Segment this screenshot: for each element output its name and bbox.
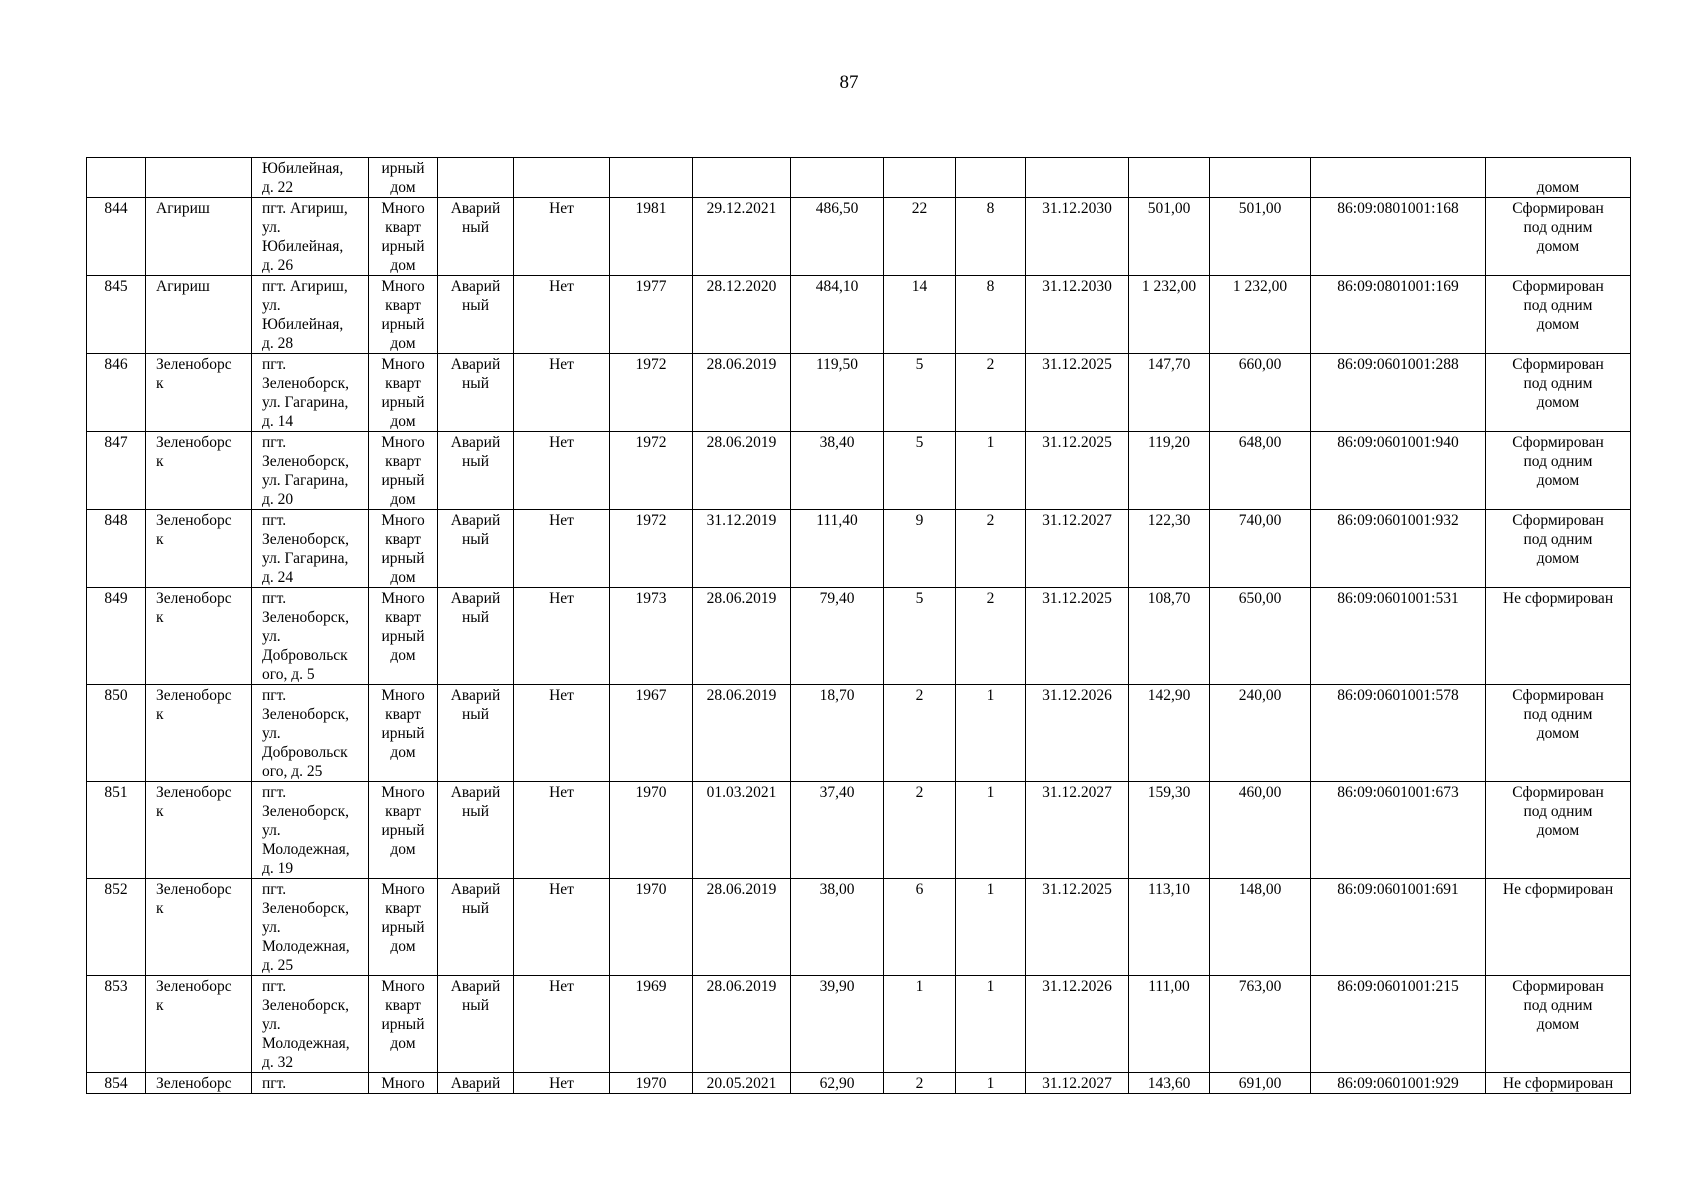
reconstruction-cell bbox=[514, 158, 610, 198]
area-b-cell: 740,00 bbox=[1210, 510, 1311, 588]
land-status-cell: Сформирован под одним домом bbox=[1486, 782, 1631, 879]
deadline-cell: 31.12.2027 bbox=[1026, 1073, 1129, 1094]
address-cell: пгт. Зеленоборск, ул. Гагарина, д. 20 bbox=[252, 432, 369, 510]
locality-cell: Зеленоборс к bbox=[146, 510, 252, 588]
residents-cell: 2 bbox=[884, 685, 956, 782]
house-type-cell: Много кварт ирный дом bbox=[369, 354, 438, 432]
area-cell: 38,40 bbox=[791, 432, 884, 510]
row-number: 845 bbox=[87, 276, 146, 354]
condition-cell: Аварий ный bbox=[438, 354, 514, 432]
locality-cell: Зеленоборс к bbox=[146, 354, 252, 432]
area-cell: 111,40 bbox=[791, 510, 884, 588]
table-row bbox=[87, 432, 1631, 510]
area-a-cell: 119,20 bbox=[1129, 432, 1210, 510]
area-a-cell: 113,10 bbox=[1129, 879, 1210, 976]
address-cell: Юбилейная, д. 22 bbox=[252, 158, 369, 198]
land-status-cell: Сформирован под одним домом bbox=[1486, 510, 1631, 588]
apartments-cell: 2 bbox=[956, 588, 1026, 685]
recognition-date-cell: 29.12.2021 bbox=[693, 198, 791, 276]
area-cell: 79,40 bbox=[791, 588, 884, 685]
land-status-cell: Не сформирован bbox=[1486, 879, 1631, 976]
deadline-cell bbox=[1026, 158, 1129, 198]
deadline-cell: 31.12.2027 bbox=[1026, 510, 1129, 588]
recognition-date-cell: 28.06.2019 bbox=[693, 588, 791, 685]
table-row bbox=[87, 976, 1631, 1073]
deadline-cell: 31.12.2025 bbox=[1026, 354, 1129, 432]
apartments-cell: 1 bbox=[956, 432, 1026, 510]
recognition-date-cell: 28.06.2019 bbox=[693, 354, 791, 432]
house-type-cell: Много кварт ирный дом bbox=[369, 510, 438, 588]
residents-cell: 5 bbox=[884, 588, 956, 685]
deadline-cell: 31.12.2026 bbox=[1026, 976, 1129, 1073]
address-cell: пгт. Зеленоборск, ул. Молодежная, д. 25 bbox=[252, 879, 369, 976]
land-status-cell: Сформирован под одним домом bbox=[1486, 354, 1631, 432]
condition-cell: Аварий ный bbox=[438, 782, 514, 879]
locality-cell: Зеленоборс к bbox=[146, 685, 252, 782]
locality-cell: Зеленоборс к bbox=[146, 976, 252, 1073]
residents-cell: 5 bbox=[884, 354, 956, 432]
area-b-cell: 660,00 bbox=[1210, 354, 1311, 432]
recognition-date-cell: 28.06.2019 bbox=[693, 432, 791, 510]
residents-cell: 2 bbox=[884, 782, 956, 879]
recognition-date-cell: 28.06.2019 bbox=[693, 685, 791, 782]
residents-cell: 1 bbox=[884, 976, 956, 1073]
table-row bbox=[87, 1073, 1631, 1094]
address-cell: пгт. Агириш, ул. Юбилейная, д. 26 bbox=[252, 198, 369, 276]
table-row bbox=[87, 354, 1631, 432]
deadline-cell: 31.12.2025 bbox=[1026, 879, 1129, 976]
residents-cell: 9 bbox=[884, 510, 956, 588]
condition-cell: Аварий ный bbox=[438, 685, 514, 782]
house-type-cell: ирный дом bbox=[369, 158, 438, 198]
year-cell: 1970 bbox=[610, 782, 693, 879]
page-number: 87 bbox=[839, 72, 859, 93]
table-row bbox=[87, 685, 1631, 782]
residents-cell: 22 bbox=[884, 198, 956, 276]
cadastral-number-cell: 86:09:0601001:929 bbox=[1311, 1073, 1486, 1094]
recognition-date-cell bbox=[693, 158, 791, 198]
residents-cell: 2 bbox=[884, 1073, 956, 1094]
cadastral-number-cell: 86:09:0801001:169 bbox=[1311, 276, 1486, 354]
row-number: 844 bbox=[87, 198, 146, 276]
condition-cell: Аварий ный bbox=[438, 510, 514, 588]
house-type-cell: Много кварт ирный дом bbox=[369, 276, 438, 354]
locality-cell bbox=[146, 158, 252, 198]
locality-cell: Агириш bbox=[146, 198, 252, 276]
house-type-cell: Много кварт ирный дом bbox=[369, 432, 438, 510]
recognition-date-cell: 20.05.2021 bbox=[693, 1073, 791, 1094]
residents-cell: 5 bbox=[884, 432, 956, 510]
land-status-cell: Сформирован под одним домом bbox=[1486, 685, 1631, 782]
apartments-cell bbox=[956, 158, 1026, 198]
area-b-cell: 763,00 bbox=[1210, 976, 1311, 1073]
year-cell bbox=[610, 158, 693, 198]
address-cell: пгт. Агириш, ул. Юбилейная, д. 28 bbox=[252, 276, 369, 354]
area-cell: 18,70 bbox=[791, 685, 884, 782]
house-type-cell: Много кварт ирный дом bbox=[369, 198, 438, 276]
reconstruction-cell: Нет bbox=[514, 782, 610, 879]
locality-cell: Зеленоборс bbox=[146, 1073, 252, 1094]
apartments-cell: 8 bbox=[956, 276, 1026, 354]
condition-cell: Аварий ный bbox=[438, 198, 514, 276]
deadline-cell: 31.12.2030 bbox=[1026, 198, 1129, 276]
row-number: 848 bbox=[87, 510, 146, 588]
table-row bbox=[87, 879, 1631, 976]
address-cell: пгт. bbox=[252, 1073, 369, 1094]
area-a-cell bbox=[1129, 158, 1210, 198]
reconstruction-cell: Нет bbox=[514, 276, 610, 354]
apartments-cell: 1 bbox=[956, 685, 1026, 782]
reconstruction-cell: Нет bbox=[514, 510, 610, 588]
land-status-cell: Сформирован под одним домом bbox=[1486, 976, 1631, 1073]
area-b-cell: 1 232,00 bbox=[1210, 276, 1311, 354]
apartments-cell: 1 bbox=[956, 782, 1026, 879]
apartments-cell: 8 bbox=[956, 198, 1026, 276]
reconstruction-cell: Нет bbox=[514, 1073, 610, 1094]
residents-cell: 6 bbox=[884, 879, 956, 976]
recognition-date-cell: 28.06.2019 bbox=[693, 976, 791, 1073]
year-cell: 1970 bbox=[610, 879, 693, 976]
table-row bbox=[87, 782, 1631, 879]
row-number: 849 bbox=[87, 588, 146, 685]
house-type-cell: Много кварт ирный дом bbox=[369, 976, 438, 1073]
row-number bbox=[87, 158, 146, 198]
area-b-cell bbox=[1210, 158, 1311, 198]
recognition-date-cell: 28.12.2020 bbox=[693, 276, 791, 354]
reconstruction-cell: Нет bbox=[514, 198, 610, 276]
area-cell: 62,90 bbox=[791, 1073, 884, 1094]
address-cell: пгт. Зеленоборск, ул. Молодежная, д. 32 bbox=[252, 976, 369, 1073]
cadastral-number-cell: 86:09:0601001:673 bbox=[1311, 782, 1486, 879]
locality-cell: Зеленоборс к bbox=[146, 879, 252, 976]
address-cell: пгт. Зеленоборск, ул. Добровольск ого, д. 25 bbox=[252, 685, 369, 782]
year-cell: 1972 bbox=[610, 432, 693, 510]
area-b-cell: 460,00 bbox=[1210, 782, 1311, 879]
reconstruction-cell: Нет bbox=[514, 354, 610, 432]
address-cell: пгт. Зеленоборск, ул. Молодежная, д. 19 bbox=[252, 782, 369, 879]
year-cell: 1969 bbox=[610, 976, 693, 1073]
house-type-cell: Много кварт ирный дом bbox=[369, 588, 438, 685]
condition-cell: Аварий ный bbox=[438, 879, 514, 976]
locality-cell: Агириш bbox=[146, 276, 252, 354]
cadastral-number-cell: 86:09:0601001:932 bbox=[1311, 510, 1486, 588]
area-b-cell: 648,00 bbox=[1210, 432, 1311, 510]
housing-registry-table bbox=[86, 157, 1631, 1094]
year-cell: 1977 bbox=[610, 276, 693, 354]
condition-cell: Аварий ный bbox=[438, 588, 514, 685]
land-status-cell: Сформирован под одним домом bbox=[1486, 198, 1631, 276]
cadastral-number-cell: 86:09:0601001:578 bbox=[1311, 685, 1486, 782]
cadastral-number-cell: 86:09:0601001:288 bbox=[1311, 354, 1486, 432]
recognition-date-cell: 01.03.2021 bbox=[693, 782, 791, 879]
table-row bbox=[87, 158, 1631, 198]
cadastral-number-cell: 86:09:0801001:168 bbox=[1311, 198, 1486, 276]
row-number: 851 bbox=[87, 782, 146, 879]
area-cell: 484,10 bbox=[791, 276, 884, 354]
reconstruction-cell: Нет bbox=[514, 976, 610, 1073]
area-a-cell: 111,00 bbox=[1129, 976, 1210, 1073]
deadline-cell: 31.12.2025 bbox=[1026, 432, 1129, 510]
area-a-cell: 1 232,00 bbox=[1129, 276, 1210, 354]
house-type-cell: Много кварт ирный дом bbox=[369, 685, 438, 782]
address-cell: пгт. Зеленоборск, ул. Гагарина, д. 24 bbox=[252, 510, 369, 588]
deadline-cell: 31.12.2026 bbox=[1026, 685, 1129, 782]
residents-cell bbox=[884, 158, 956, 198]
locality-cell: Зеленоборс к bbox=[146, 432, 252, 510]
area-cell: 486,50 bbox=[791, 198, 884, 276]
apartments-cell: 1 bbox=[956, 879, 1026, 976]
table-row bbox=[87, 276, 1631, 354]
condition-cell: Аварий ный bbox=[438, 432, 514, 510]
cadastral-number-cell: 86:09:0601001:215 bbox=[1311, 976, 1486, 1073]
cadastral-number-cell bbox=[1311, 158, 1486, 198]
area-a-cell: 159,30 bbox=[1129, 782, 1210, 879]
year-cell: 1973 bbox=[610, 588, 693, 685]
land-status-cell: Не сформирован bbox=[1486, 1073, 1631, 1094]
row-number: 850 bbox=[87, 685, 146, 782]
area-b-cell: 501,00 bbox=[1210, 198, 1311, 276]
reconstruction-cell: Нет bbox=[514, 432, 610, 510]
table-row bbox=[87, 588, 1631, 685]
land-status-cell: Сформирован под одним домом bbox=[1486, 432, 1631, 510]
row-number: 846 bbox=[87, 354, 146, 432]
table-body bbox=[87, 158, 1631, 1094]
deadline-cell: 31.12.2027 bbox=[1026, 782, 1129, 879]
house-type-cell: Много кварт ирный дом bbox=[369, 879, 438, 976]
area-cell: 38,00 bbox=[791, 879, 884, 976]
row-number: 847 bbox=[87, 432, 146, 510]
apartments-cell: 2 bbox=[956, 510, 1026, 588]
table-row bbox=[87, 510, 1631, 588]
locality-cell: Зеленоборс к bbox=[146, 588, 252, 685]
reconstruction-cell: Нет bbox=[514, 879, 610, 976]
apartments-cell: 1 bbox=[956, 1073, 1026, 1094]
area-cell: 39,90 bbox=[791, 976, 884, 1073]
area-a-cell: 147,70 bbox=[1129, 354, 1210, 432]
area-cell: 119,50 bbox=[791, 354, 884, 432]
condition-cell: Аварий bbox=[438, 1073, 514, 1094]
recognition-date-cell: 28.06.2019 bbox=[693, 879, 791, 976]
area-b-cell: 148,00 bbox=[1210, 879, 1311, 976]
area-b-cell: 691,00 bbox=[1210, 1073, 1311, 1094]
row-number: 852 bbox=[87, 879, 146, 976]
house-type-cell: Много кварт ирный дом bbox=[369, 782, 438, 879]
reconstruction-cell: Нет bbox=[514, 588, 610, 685]
recognition-date-cell: 31.12.2019 bbox=[693, 510, 791, 588]
area-cell: 37,40 bbox=[791, 782, 884, 879]
year-cell: 1970 bbox=[610, 1073, 693, 1094]
area-b-cell: 650,00 bbox=[1210, 588, 1311, 685]
condition-cell bbox=[438, 158, 514, 198]
cadastral-number-cell: 86:09:0601001:691 bbox=[1311, 879, 1486, 976]
apartments-cell: 2 bbox=[956, 354, 1026, 432]
land-status-cell: Сформирован под одним домом bbox=[1486, 276, 1631, 354]
residents-cell: 14 bbox=[884, 276, 956, 354]
condition-cell: Аварий ный bbox=[438, 276, 514, 354]
area-b-cell: 240,00 bbox=[1210, 685, 1311, 782]
locality-cell: Зеленоборс к bbox=[146, 782, 252, 879]
year-cell: 1972 bbox=[610, 354, 693, 432]
area-a-cell: 108,70 bbox=[1129, 588, 1210, 685]
row-number: 854 bbox=[87, 1073, 146, 1094]
address-cell: пгт. Зеленоборск, ул. Добровольск ого, д. 5 bbox=[252, 588, 369, 685]
deadline-cell: 31.12.2030 bbox=[1026, 276, 1129, 354]
area-a-cell: 122,30 bbox=[1129, 510, 1210, 588]
table-row bbox=[87, 198, 1631, 276]
land-status-cell: Не сформирован bbox=[1486, 588, 1631, 685]
reconstruction-cell: Нет bbox=[514, 685, 610, 782]
row-number: 853 bbox=[87, 976, 146, 1073]
area-a-cell: 143,60 bbox=[1129, 1073, 1210, 1094]
apartments-cell: 1 bbox=[956, 976, 1026, 1073]
year-cell: 1981 bbox=[610, 198, 693, 276]
area-a-cell: 142,90 bbox=[1129, 685, 1210, 782]
year-cell: 1972 bbox=[610, 510, 693, 588]
cadastral-number-cell: 86:09:0601001:531 bbox=[1311, 588, 1486, 685]
year-cell: 1967 bbox=[610, 685, 693, 782]
deadline-cell: 31.12.2025 bbox=[1026, 588, 1129, 685]
condition-cell: Аварий ный bbox=[438, 976, 514, 1073]
address-cell: пгт. Зеленоборск, ул. Гагарина, д. 14 bbox=[252, 354, 369, 432]
land-status-cell: домом bbox=[1486, 158, 1631, 198]
house-type-cell: Много bbox=[369, 1073, 438, 1094]
cadastral-number-cell: 86:09:0601001:940 bbox=[1311, 432, 1486, 510]
area-a-cell: 501,00 bbox=[1129, 198, 1210, 276]
area-cell bbox=[791, 158, 884, 198]
